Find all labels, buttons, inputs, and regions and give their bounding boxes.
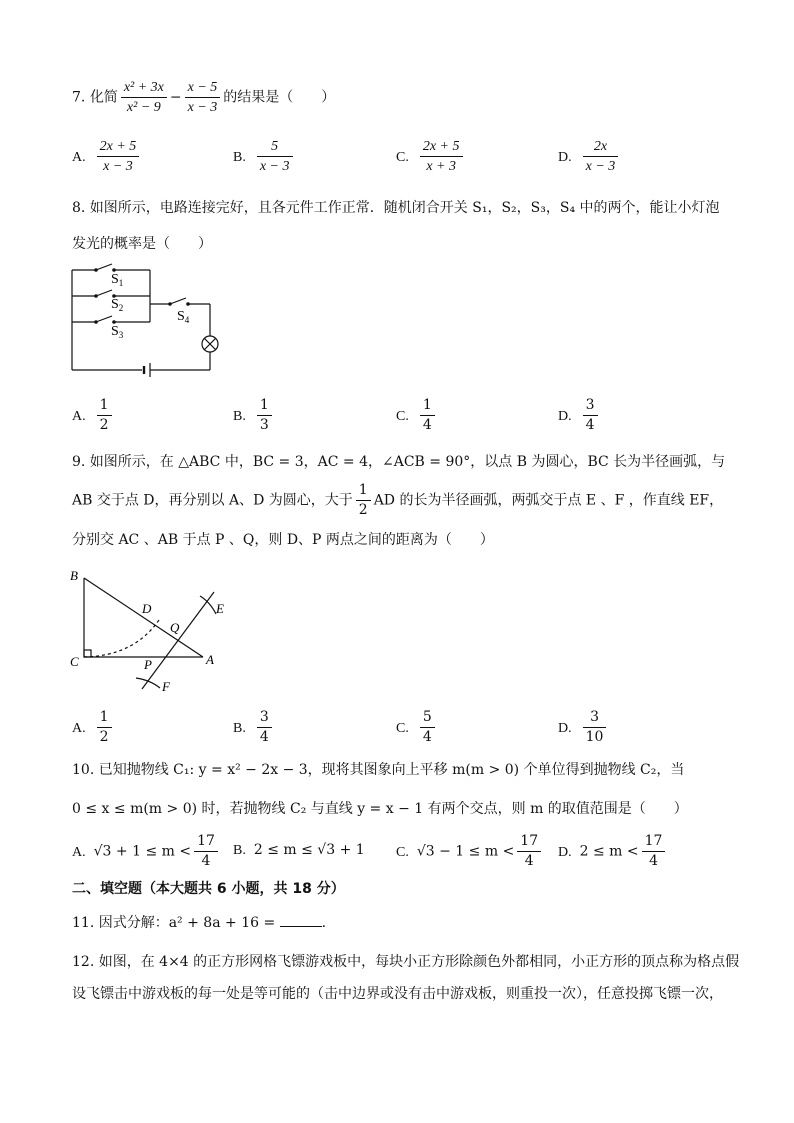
option-numerator: 2x bbox=[583, 137, 619, 157]
option-label: D. bbox=[558, 149, 572, 165]
q9-half-numerator: 1 bbox=[356, 481, 371, 501]
option-fraction bbox=[642, 832, 666, 871]
q9-line3: 分别交 AC 、AB 于点 P 、Q，则 D、P 两点之间的距离为（ ） bbox=[72, 532, 494, 548]
option-label: A. bbox=[72, 408, 86, 424]
q8-line1: 8. 如图所示，电路连接完好，且各元件工作正常．随机闭合开关 S₁，S₂，S₃，S₄ 中的两个，能让小灯泡 bbox=[72, 200, 720, 216]
option-fraction bbox=[257, 137, 293, 176]
label-s4: $S_4$ bbox=[177, 309, 190, 325]
q7-number: 7. bbox=[72, 89, 86, 106]
q7-stem bbox=[72, 78, 335, 117]
option-fraction bbox=[583, 396, 598, 435]
q12-line2: 设飞镖击中游戏板的每一处是等可能的（击中边界或没有击中游戏板，则重投一次），任意投掷飞镖一次， bbox=[72, 986, 723, 1002]
option-numerator: 17 bbox=[642, 832, 666, 852]
option-label: C. bbox=[396, 720, 409, 736]
option-denominator: 10 bbox=[585, 729, 604, 745]
option-numerator: 17 bbox=[194, 832, 218, 852]
option-expression: 2 ≤ m ≤ √3 + 1 bbox=[253, 842, 365, 858]
q10-option-c[interactable] bbox=[396, 832, 544, 871]
option-numerator: 17 bbox=[517, 832, 541, 852]
option-fraction bbox=[583, 137, 619, 176]
label-e: E bbox=[216, 601, 224, 616]
option-label: D. bbox=[558, 408, 572, 424]
q7-option-b[interactable] bbox=[233, 137, 296, 176]
q7-frac2-denominator: x − 3 bbox=[187, 100, 218, 115]
option-denominator: x − 3 bbox=[259, 159, 290, 174]
q10-line2: 0 ≤ x ≤ m(m > 0) 时，若抛物线 C₂ 与直线 y = x − 1 有两个交点，则 m 的取值范围是（ ） bbox=[72, 801, 688, 817]
option-denominator: 4 bbox=[524, 853, 534, 869]
option-denominator: 4 bbox=[585, 417, 595, 433]
option-denominator: 3 bbox=[259, 417, 269, 433]
q7-fraction-2 bbox=[185, 78, 221, 117]
option-numerator: 3 bbox=[257, 708, 272, 728]
q8-line2: 发光的概率是（ ） bbox=[72, 236, 212, 252]
option-label: B. bbox=[233, 843, 246, 858]
option-fraction bbox=[194, 832, 218, 871]
option-numerator: 3 bbox=[583, 396, 598, 416]
circuit-diagram bbox=[66, 262, 226, 382]
option-fraction bbox=[257, 708, 272, 747]
option-denominator: 2 bbox=[99, 729, 109, 745]
q10-option-b[interactable] bbox=[233, 842, 365, 859]
q10-line1: 10. 已知抛物线 C₁: y = x² − 2x − 3，现将其图象向上平移 m(m > 0) 个单位得到抛物线 C₂，当 bbox=[72, 762, 685, 778]
option-fraction bbox=[420, 396, 435, 435]
q9-half-denominator: 2 bbox=[358, 502, 368, 518]
option-label: B. bbox=[233, 720, 246, 736]
option-fraction bbox=[97, 137, 140, 176]
q10-option-d[interactable] bbox=[558, 832, 668, 871]
section-2-title: 二、填空题（本大题共 6 小题，共 18 分） bbox=[72, 881, 345, 897]
q8-option-a[interactable] bbox=[72, 396, 115, 435]
option-denominator: x − 3 bbox=[585, 159, 616, 174]
option-denominator: 4 bbox=[422, 729, 432, 745]
option-label: B. bbox=[233, 408, 246, 424]
q7-frac2-numerator: x − 5 bbox=[185, 78, 221, 98]
q7-fraction-1 bbox=[121, 78, 167, 117]
label-p: P bbox=[144, 657, 152, 672]
option-fraction bbox=[97, 396, 112, 435]
option-label: C. bbox=[396, 408, 409, 424]
option-fraction bbox=[420, 137, 463, 176]
q12-line1: 12. 如图，在 4×4 的正方形网格飞镖游戏板中，每块小正方形除颜色外都相同，小正方形的顶点称为格点假 bbox=[72, 954, 740, 970]
option-numerator: 1 bbox=[420, 396, 435, 416]
option-label: A. bbox=[72, 720, 86, 736]
option-denominator: x − 3 bbox=[103, 159, 133, 174]
q9-line2 bbox=[72, 481, 723, 520]
label-d: D bbox=[142, 601, 152, 616]
option-fraction bbox=[97, 708, 112, 747]
q10-option-a[interactable] bbox=[72, 832, 221, 871]
option-denominator: 4 bbox=[422, 417, 432, 433]
option-numerator: 5 bbox=[257, 137, 293, 157]
q11-text: 11. 因式分解：a² + 8a + 16 = bbox=[72, 915, 276, 931]
option-fraction bbox=[583, 708, 607, 747]
q8-option-c[interactable] bbox=[396, 396, 438, 435]
q9-line2-part-a: AB 交于点 D，再分别以 A、D 为圆心，大于 bbox=[72, 492, 353, 509]
label-f: F bbox=[162, 679, 170, 694]
q7-option-d[interactable] bbox=[558, 137, 621, 176]
option-numerator: 5 bbox=[420, 708, 435, 728]
q11-period: . bbox=[321, 915, 327, 931]
q9-option-c[interactable] bbox=[396, 708, 438, 747]
option-denominator: 2 bbox=[99, 417, 109, 433]
q7-suffix: 的结果是（ ） bbox=[223, 89, 336, 106]
option-numerator: 1 bbox=[97, 396, 112, 416]
q7-option-a[interactable] bbox=[72, 137, 142, 176]
q9-half-fraction bbox=[356, 481, 371, 520]
q11-answer-blank[interactable] bbox=[280, 912, 322, 927]
q7-option-c[interactable] bbox=[396, 137, 466, 176]
option-numerator: 2x + 5 bbox=[420, 137, 463, 157]
q9-option-a[interactable] bbox=[72, 708, 115, 747]
option-numerator: 2x + 5 bbox=[97, 137, 140, 157]
q9-line2-part-b: AD 的长为半径画弧，两弧交于点 E 、F ，作直线 EF， bbox=[373, 492, 724, 509]
option-denominator: 4 bbox=[259, 729, 269, 745]
q7-frac1-denominator: x² − 9 bbox=[126, 100, 161, 115]
option-fraction bbox=[517, 832, 541, 871]
option-numerator: 3 bbox=[583, 708, 607, 728]
label-c: C bbox=[70, 654, 79, 669]
option-label: A. bbox=[72, 149, 86, 165]
q9-option-b[interactable] bbox=[233, 708, 275, 747]
option-label: D. bbox=[558, 720, 572, 736]
label-q: Q bbox=[170, 620, 180, 635]
label-a: A bbox=[206, 652, 214, 667]
q8-option-b[interactable] bbox=[233, 396, 275, 435]
option-label: C. bbox=[396, 844, 409, 860]
option-denominator: x + 3 bbox=[426, 159, 457, 174]
q7-prefix: 化简 bbox=[89, 89, 118, 106]
option-expression: √3 + 1 ≤ m < bbox=[93, 843, 192, 860]
q7-frac1-numerator: x² + 3x bbox=[121, 78, 167, 98]
option-label: C. bbox=[396, 149, 409, 165]
triangle-diagram bbox=[64, 566, 244, 696]
option-fraction bbox=[257, 396, 272, 435]
option-numerator: 1 bbox=[97, 708, 112, 728]
option-label: B. bbox=[233, 149, 246, 165]
label-s3: $S_3$ bbox=[111, 324, 124, 340]
label-b: B bbox=[70, 568, 78, 583]
label-s1: $S_1$ bbox=[111, 272, 124, 288]
label-s2: $S_2$ bbox=[111, 297, 124, 313]
option-expression: √3 − 1 ≤ m < bbox=[416, 843, 515, 860]
q8-option-d[interactable] bbox=[558, 396, 601, 435]
q11-stem bbox=[72, 912, 326, 933]
option-denominator: 4 bbox=[201, 853, 211, 869]
option-denominator: 4 bbox=[649, 853, 658, 869]
option-expression: 2 ≤ m < bbox=[579, 843, 639, 860]
option-numerator: 1 bbox=[257, 396, 272, 416]
option-label: A. bbox=[72, 844, 86, 860]
option-fraction bbox=[420, 708, 435, 747]
q9-line1: 9. 如图所示，在 △ABC 中，BC = 3，AC = 4，∠ACB = 90°，以点 B 为圆心，BC 长为半径画弧，与 bbox=[72, 454, 726, 470]
option-label: D. bbox=[558, 844, 572, 860]
q7-minus: − bbox=[169, 89, 182, 106]
q9-option-d[interactable] bbox=[558, 708, 609, 747]
